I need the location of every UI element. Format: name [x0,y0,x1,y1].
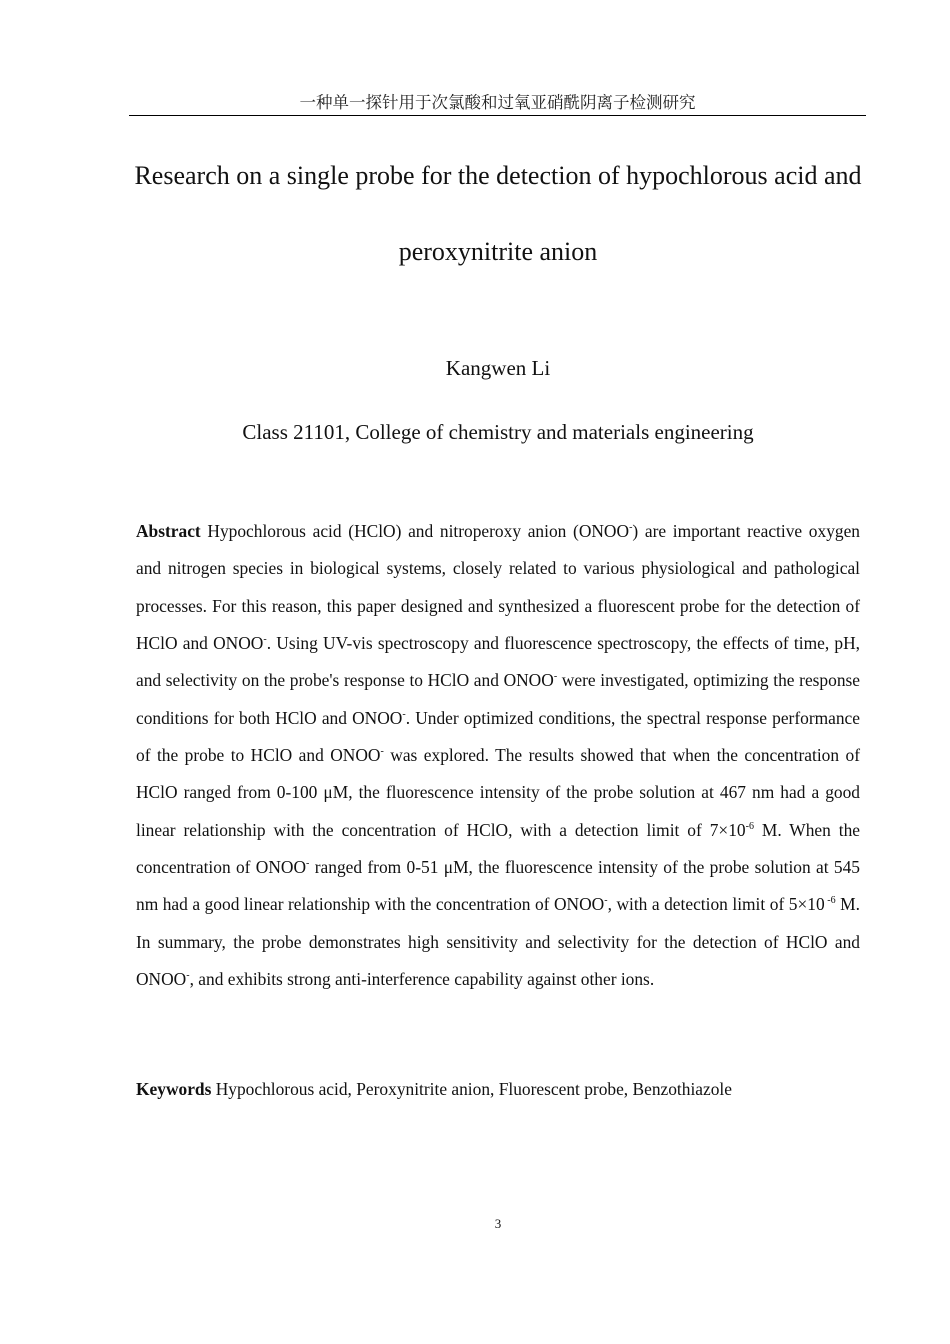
superscript-minus: - [186,970,190,982]
running-header [129,91,866,116]
superscript-exponent: -6 [824,895,836,907]
keywords-label: Keywords [136,1079,212,1099]
abstract-text: were investigated, optimizing the response conditions for both HClO and ONOO [136,670,861,728]
abstract-text: Hypochlorous acid (HClO) and nitroperoxy anion (ONOO [200,521,630,541]
running-header-title: 一种单一探针用于次氯酸和过氧亚硝酰阴离子检测研究 [299,93,696,112]
abstract-text: M. In summary, the probe demonstrates high sensitivity and selectivity for the detection of HClO and ONOO [136,894,860,990]
abstract-text: ) are important reactive oxygen and nitrogen species in biological systems, closely related to various physiological and pathological processes. For this reason, this paper designed and synthesized a fluorescent probe for the detection of HClO and ONOO [136,521,861,654]
superscript-minus: - [263,634,267,646]
superscript-minus: - [306,858,310,870]
abstract-text: . Under optimized conditions, the spectral response performance of the probe to HClO and ONOO [136,707,860,766]
abstract-text: , and exhibits strong anti-interference capability against other ions. [189,969,655,990]
abstract-text: , with a detection limit of 5×10 [607,894,825,915]
page-number: 3 [494,1216,502,1231]
superscript-exponent: -6 [745,820,754,832]
superscript-minus: - [553,671,558,683]
keywords-text: Hypochlorous acid, Peroxynitrite anion, Fluorescent probe, Benzothiazole [211,1079,732,1099]
paper-title: Research on a single probe for the detection of hypochlorous acid and peroxynitrite anion [134,161,862,266]
superscript-minus: - [402,708,406,720]
abstract-text: ranged from 0-51 μM, the fluorescence intensity of the probe solution at 545 nm had a good linear relationship with the concentration of ONOO [136,857,860,915]
superscript-minus: - [380,746,384,758]
author-name: Kangwen Li [445,356,551,380]
abstract-text: . Using UV-vis spectroscopy and fluorescence spectroscopy, the effects of time, pH, and selectivity on the probe's response to HClO and ONOO [136,633,861,691]
abstract-label: Abstract [136,521,201,541]
abstract-text: was explored. The results showed that when the concentration of HClO ranged from 0-100 μM, the fluorescence intensity of the probe solution at 467 nm had a good linear relationship with the concentration of HClO, with a detection limit of 7×10 [136,745,860,840]
abstract-paragraph [136,513,860,998]
author-affiliation: Class 21101, College of chemistry and materials engineering [242,420,754,444]
keywords-line [136,1073,860,1105]
superscript-minus: - [604,895,608,907]
superscript-minus: - [629,522,633,533]
abstract-text: M. When the concentration of ONOO [136,819,860,878]
